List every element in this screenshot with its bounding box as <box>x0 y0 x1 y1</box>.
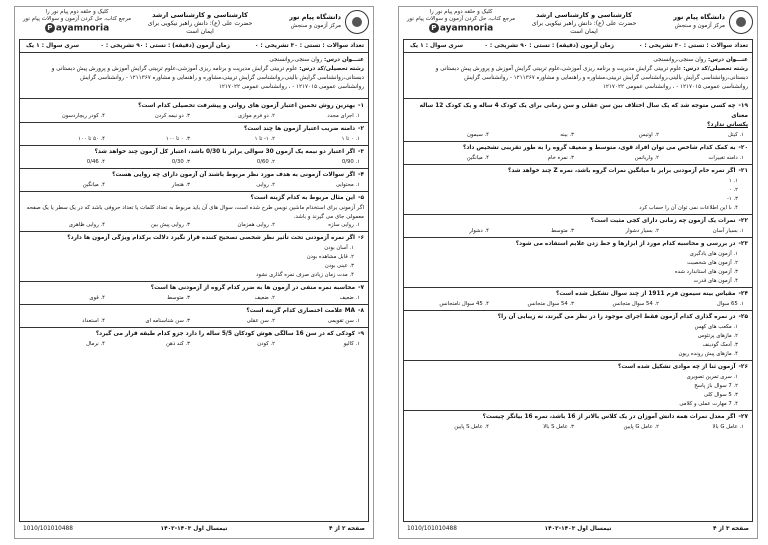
answer-option: ۴. استعداد <box>82 318 105 324</box>
answer-option: ۳. 54 سوال متجانس <box>527 301 574 307</box>
answer-option: ۱. بسیار آسان <box>712 228 744 234</box>
question-stem: نمرات یک آزمون چه زمانی دارای کجی مثبت است؟ <box>590 218 736 224</box>
question <box>20 328 368 350</box>
site-slogan-2: مرجع کتاب، حل کردن آزمون و سوالات پیام نور <box>406 16 516 22</box>
question-number: ۸- <box>358 308 364 314</box>
question-text <box>408 240 748 250</box>
exam-info-row <box>404 40 752 53</box>
answer-option: ۳. دو نیمه کردن <box>154 113 190 119</box>
question-list <box>20 100 368 521</box>
answer-option: ۴. مازهای پیش رونده ریون <box>678 351 738 357</box>
course-field: علوم تربیتی گرایش مدیریت و برنامه ریزی آموزشی،علوم تربیتی گرایش آموزش و پرورش پیش دبستانی و دبستانی،روانشناسی گرایش بالینی،روانشناسی گرایش تربیتی،مشاوره و راهنمایی و مشاوره ۱۲۱۱۳۶۷ - روانشناسی گرایش <box>435 66 748 81</box>
answer-option: ۳. 0/30 <box>171 159 190 165</box>
question-number: ۱- <box>358 103 364 109</box>
exam-time: زمان آزمون (دقیقه) : تستی : ۹۰ تشریحی : ۰ <box>100 43 230 49</box>
semester: نیمسال اول ۱۴۰۳-۱۴۰۲ <box>160 526 228 532</box>
question-number: ۴- <box>358 172 364 178</box>
logo-p-icon: P <box>45 23 55 33</box>
question <box>404 288 752 311</box>
question-stem: چه کسی متوجه شد که یک سال اختلاف بین سن عقلی و سن زمانی برای یک کودک 4 ساله و یک کودک 12 ساله معنای <box>419 103 748 119</box>
answer-option: ۲. روایی همزمان <box>237 222 275 228</box>
answer-option: ۱. عامل G بالا <box>712 424 744 430</box>
answer-option: ۴. آزمون های قدرت <box>693 278 738 284</box>
question <box>404 238 752 288</box>
question-text <box>24 307 364 317</box>
question-number: ۲۷- <box>738 414 748 420</box>
answer-option: ۱. دامنه تغییرات <box>708 155 744 161</box>
course-field: علوم تربیتی گرایش مدیریت و برنامه ریزی آموزشی،علوم تربیتی گرایش آموزش و پرورش پیش دبستانی و دبستانی،روانشناسی گرایش بالینی،روانشناسی گرایش تربیتی،مشاوره و راهنمایی و مشاوره ۱۲۱۱۳۶۷ - روانشناسی گرایش <box>51 66 364 81</box>
answer-option: ۴. سیمون <box>467 132 489 138</box>
answer-option: ۴. 45 سوال نامتجانس <box>439 301 489 307</box>
semester: نیمسال اول ۱۴۰۳-۱۴۰۲ <box>544 526 612 532</box>
answer-option: ۳. آزمون های استاندارد شده <box>674 269 738 275</box>
course-info: عنـــوان درس: روان سنجی،روانسنجی رشته تحصیلی/کد درس: علوم تربیتی گرایش مدیریت و برنامه ریزی آموزشی،علوم تربیتی گرایش آموزش و پرورش پیش دبستانی و دبستانی،روانشناسی گرایش بالینی،روانشناسی گرایش تربیتی،مشاوره و راهنمایی و مشاوره ۱۲۱۱۳۶۷ - روانشناسی گرایش روانشناسی عمومی ۱۲۱۷۰۱۵ - ، روانشناسی عمومی ۱۲۱۷۰۲۲ <box>404 53 752 99</box>
site-slogan: کلیک و حلقه دوم پیام نور را <box>45 9 109 15</box>
question-number: ۲۶- <box>738 364 748 370</box>
exam-frame <box>403 39 753 522</box>
site-branding <box>403 9 519 37</box>
course-title: روان سنجی،روانسنجی <box>269 57 323 63</box>
question-stem: دامنه ضریب اعتبار آزمون ها چند است؟ <box>244 126 356 132</box>
course-codes: روانشناسی عمومی ۱۲۱۷۰۱۵ - ، روانشناسی عمومی ۱۲۱۷۰۲۲ <box>218 84 364 90</box>
question-text <box>408 363 748 373</box>
question <box>20 305 368 328</box>
answer-option: ۴. قوی <box>89 295 105 301</box>
answer-option: ۴. نرمال <box>86 341 105 347</box>
page-banner <box>403 9 753 37</box>
answer-option: ۱. محتوایی <box>335 182 360 188</box>
question-series: سری سوال : ۱ یک <box>410 43 464 49</box>
question <box>20 192 368 232</box>
question-number: ۶- <box>358 235 364 241</box>
answer-option: ۲. ۱- تا ۱ <box>254 136 275 142</box>
question <box>404 311 752 361</box>
question-stem: کودکی که در سن 16 سالگی هوش کودکان 5/5 ساله را دارد جزو کدام طبقه قرار می گیرد؟ <box>95 331 356 337</box>
question-text <box>408 102 748 121</box>
question <box>20 100 368 123</box>
answer-option: ۳. روایی پیش بین <box>150 222 190 228</box>
question-number: ۲۰- <box>738 145 748 151</box>
answer-option: ۳. ۱- <box>726 196 738 202</box>
question <box>404 411 752 433</box>
university-sub: مرکز آزمون و سنجش <box>290 23 341 29</box>
answer-option: ۳. ۰ تا ۱۰۰ <box>165 136 190 142</box>
question-stem: آزمون ثنا از چه موادی تشکیل شده است؟ <box>618 364 736 370</box>
answer-option: ۲. قابل مشاهده بودن <box>306 254 354 260</box>
question-number: ۱۹- <box>738 103 748 109</box>
answer-option: ۲. واریانس <box>634 155 659 161</box>
answer-option: ۱. آزمون های یادگیری <box>689 251 738 257</box>
answer-option: ۱. 65 سوال <box>716 301 744 307</box>
answer-option: ۲. روایی <box>256 182 275 188</box>
answer-option: ۱. سری تمرین تصویری <box>686 374 738 380</box>
answer-option: ۲. ۰ <box>728 187 738 193</box>
exam-level: کارشناسی و کارشناسی ارشد حضرت علی (ع): دانش راهبر نیکویی برای ایمان است <box>531 11 637 35</box>
answer-option: ۲. 54 سوال متجانس <box>612 301 659 307</box>
exam-page-right <box>398 6 758 539</box>
exam-page-left <box>14 6 374 539</box>
question <box>404 142 752 165</box>
question <box>404 100 752 142</box>
answer-option: ۴. مدت زمان زیادی صرف نمره گذاری نشود <box>256 272 354 278</box>
question-text <box>24 148 364 158</box>
site-slogan-2: مرجع کتاب، حل کردن آزمون و سوالات پیام نور <box>22 16 132 22</box>
university-name: دانشگاه پیام نور <box>289 13 341 21</box>
answer-option: ۳. آدمک گودینف <box>702 342 738 348</box>
answer-option: ۱. روایی سازه <box>328 222 360 228</box>
question-stem: بهترین روش تخمین اعتبار آزمون های روانی و پیشرفت تحصیلی کدام است؟ <box>138 103 356 109</box>
exam-info-row <box>20 40 368 53</box>
site-branding <box>19 9 135 37</box>
question-stem: در بررسی و محاسبه کدام مورد از ابزارها و خط زدن علایم استفاده می شود؟ <box>515 241 736 247</box>
answer-option: ۴. عامل S پایین <box>454 424 489 430</box>
university-header <box>261 10 369 36</box>
question <box>404 215 752 238</box>
question-list <box>404 100 752 521</box>
page-number: صفحه ۲ از ۴ <box>329 526 365 532</box>
university-emblem-icon <box>729 10 753 34</box>
question-text <box>24 330 364 340</box>
answer-option: ۳. سن شناسنامه ای <box>145 318 190 324</box>
question-stem: اگر معدل نمرات همه دانش آموزان در یک کلاس بالاتر از 16 باشد، نمره 16 بیانگر چیست؟ <box>482 414 736 420</box>
answer-option: ۳. متوسط <box>551 228 574 234</box>
answer-option: ۱. آسان بودن <box>324 245 354 251</box>
logo-p-icon: P <box>429 23 439 33</box>
answer-option: ۳. هنجار <box>171 182 190 188</box>
question <box>404 361 752 411</box>
answer-option: ۳. متوسط <box>167 295 190 301</box>
answer-option: ۳. بینه <box>560 132 574 138</box>
answer-option: ۲. آزمون های شخصیت <box>687 260 738 266</box>
answer-option: ۲. ضعیف <box>254 295 275 301</box>
question-stem: اگر اعتبار دو نیمه یک آزمون 30 سوالی برابر با 0/30 باشد، اعتبار کل آزمون چند خواهد شد؟ <box>94 149 356 155</box>
answer-option: ۱. ۰ تا ۱ <box>341 136 360 142</box>
answer-option: ۴. 7 مهارت عملی و کلامی <box>679 401 738 407</box>
page-number: صفحه ۳ از ۴ <box>713 526 749 532</box>
answer-option: ۴. میانگین <box>466 155 489 161</box>
exam-code: 1010/101010488 <box>407 526 457 532</box>
course-info: عنـــوان درس: روان سنجی،روانسنجی رشته تحصیلی/کد درس: علوم تربیتی گرایش مدیریت و برنامه ریزی آموزشی،علوم تربیتی گرایش آموزش و پرورش پیش دبستانی و دبستانی،روانشناسی گرایش بالینی،روانشناسی گرایش تربیتی،مشاوره و راهنمایی و مشاوره ۱۲۱۱۳۶۷ - روانشناسی گرایش روانشناسی عمومی ۱۲۱۷۰۱۵ - ، روانشناسی عمومی ۱۲۱۷۰۲۲ <box>20 53 368 99</box>
payamnoria-logo: P ayamnoria <box>403 23 519 35</box>
question-stem: مقیاس بینه سیمون فرم 1911 از چند سوال تشکیل شده است؟ <box>556 291 736 297</box>
question <box>20 232 368 282</box>
question-text <box>408 290 748 300</box>
exam-frame <box>19 39 369 522</box>
exam-level: کارشناسی و کارشناسی ارشد حضرت علی (ع): دانش راهبر نیکویی برای ایمان است <box>147 11 253 35</box>
question-series: سری سوال : ۱ یک <box>26 43 80 49</box>
question-text <box>24 171 364 181</box>
answer-option: ۲. عامل G پایین <box>623 424 659 430</box>
question-number: ۹- <box>358 331 364 337</box>
answer-option: ۲. 0/60 <box>256 159 275 165</box>
university-name: دانشگاه پیام نور <box>673 13 725 21</box>
university-emblem-icon <box>345 10 369 34</box>
question-stem: اگر سوالات آزمونی به هدف مورد نظر مربوط باشند آن آزمون دارای چه روایی هست؟ <box>112 172 356 178</box>
answer-option: ۴. با این اطلاعات نمی توان آن را حساب کرد <box>639 205 738 211</box>
question-text <box>24 102 364 112</box>
page-footer <box>19 524 369 536</box>
question <box>20 282 368 305</box>
answer-option: ۱. اجرای مجدد <box>327 113 360 119</box>
answer-option: ۳. کند ذهن <box>166 341 190 347</box>
answer-option: ۳. عینی بودن <box>324 263 354 269</box>
answer-option: ۲. 7 سوال باز پاسخ <box>694 383 738 389</box>
question <box>20 169 368 192</box>
question <box>20 123 368 146</box>
question-text <box>24 194 364 204</box>
question-stem: در نمره گذاری کدام آزمون فقط اجرای موجود را در نظر می گیرند، نه زیبایی آن را؟ <box>497 314 736 320</box>
exam-code: 1010/101010488 <box>23 526 73 532</box>
page-banner <box>19 9 369 37</box>
answer-option: ۱. 0/90 <box>341 159 360 165</box>
payamnoria-logo: P ayamnoria <box>19 23 135 35</box>
question-stem: این مثال مربوط به کدام گزینه است؟ <box>250 195 356 201</box>
answer-option: ۲. مازهای پرتئوس <box>697 333 738 339</box>
question-number: ۲۱- <box>738 168 748 174</box>
question-number: ۲۲- <box>738 218 748 224</box>
answer-option: ۲. سن عقلی <box>246 318 275 324</box>
answer-option: ۳. نمره خام <box>547 155 574 161</box>
question-number: ۲۳- <box>738 241 748 247</box>
site-slogan: کلیک و حلقه دوم پیام نور را <box>429 9 493 15</box>
question-number: ۲۵- <box>738 314 748 320</box>
question-number: ۷- <box>358 285 364 291</box>
answer-option: ۲. بسیار دشوار <box>625 228 659 234</box>
question-stem: محاسبه نمره منفی در آزمون ها به ضرر کدام گروه از آزمودنی ها است؟ <box>150 285 356 291</box>
answer-option: ۱. کیتل <box>728 132 744 138</box>
question-text <box>408 144 748 154</box>
question-count: تعداد سوالات : تستی : ۳۰ تشریحی : ۰ <box>638 43 748 49</box>
question-text <box>408 313 748 323</box>
question-stem: اگر نمره آزمودنی تحت تأثیر نظر شخصی تصحیح کننده قرار نگیرد دلالت برکدام ویژگی آزمون ها دارد؟ <box>67 235 356 241</box>
university-sub: مرکز آزمون و سنجش <box>674 23 725 29</box>
answer-option: ۱. سن تقویمی <box>327 318 360 324</box>
course-codes: روانشناسی عمومی ۱۲۱۷۰۱۵ - ، روانشناسی عمومی ۱۲۱۷۰۲۲ <box>602 84 748 90</box>
answer-option: ۴. ۵۰ تا ۱۰۰ <box>78 136 105 142</box>
answer-option: ۴. روایی ظاهری <box>68 222 105 228</box>
exam-time: زمان آزمون (دقیقه) : تستی : ۹۰ تشریحی : ۰ <box>484 43 614 49</box>
page-footer <box>403 524 753 536</box>
answer-option: ۴. 0/46 <box>86 159 105 165</box>
question-text <box>408 167 748 177</box>
question-text <box>24 284 364 294</box>
answer-option: ۲. دو فرم موازی <box>238 113 275 119</box>
question-number: ۲۴- <box>738 291 748 297</box>
question-count: تعداد سوالات : تستی : ۳۰ تشریحی : ۰ <box>254 43 364 49</box>
answer-option: ۲. کودن <box>257 341 275 347</box>
question <box>20 146 368 169</box>
question <box>404 165 752 215</box>
answer-option: ۴. میانگین <box>82 182 105 188</box>
question-number: ۲- <box>358 126 364 132</box>
answer-option: ۴. دشوار <box>469 228 489 234</box>
answer-option: ۴. کودر ریچاردسون <box>61 113 105 119</box>
answer-option: ۲. اوتیس <box>638 132 659 138</box>
question-number: ۳- <box>358 149 364 155</box>
answer-option: ۱. ضعیف <box>339 295 360 301</box>
question-text <box>24 125 364 135</box>
question-text <box>24 234 364 244</box>
answer-option: ۳. عامل S بالا <box>543 424 574 430</box>
question-text <box>408 217 748 227</box>
question-number: ۵- <box>358 195 364 201</box>
answer-option: ۱. ۱ <box>728 178 738 184</box>
university-header <box>645 10 753 36</box>
question-text: اگر آزمونی برای استخدام ماشین نویس طرح شده است، سوال های آن باید مربوط به تعداد کلمات یا تعداد حروفی باشد که در یک سطر یا یک صفحه معمولی جای می گیرند و باشد. <box>26 205 364 220</box>
course-title: روان سنجی،روانسنجی <box>653 57 707 63</box>
answer-option: ۱. کالیو <box>343 341 360 347</box>
question-stem: MA علامت اختصاری کدام گزینه است؟ <box>246 308 356 314</box>
question-text <box>408 413 748 423</box>
answer-option: ۳. 5 سوال کلی <box>703 392 738 398</box>
answer-option: ۱. مکعب های کهس <box>694 324 738 330</box>
question-stem: به کمک کدام شاخص می توان افراد قوی، متوسط و ضعیف گروه را به طور تقریبی تشخیص داد؟ <box>463 145 736 151</box>
question-stem: اگر نمره خام آزمودنی برابر با میانگین نمرات گروه باشد، نمره Z چند خواهد شد؟ <box>507 168 736 174</box>
question-text: یکسانی ندارد؟ <box>707 122 748 128</box>
